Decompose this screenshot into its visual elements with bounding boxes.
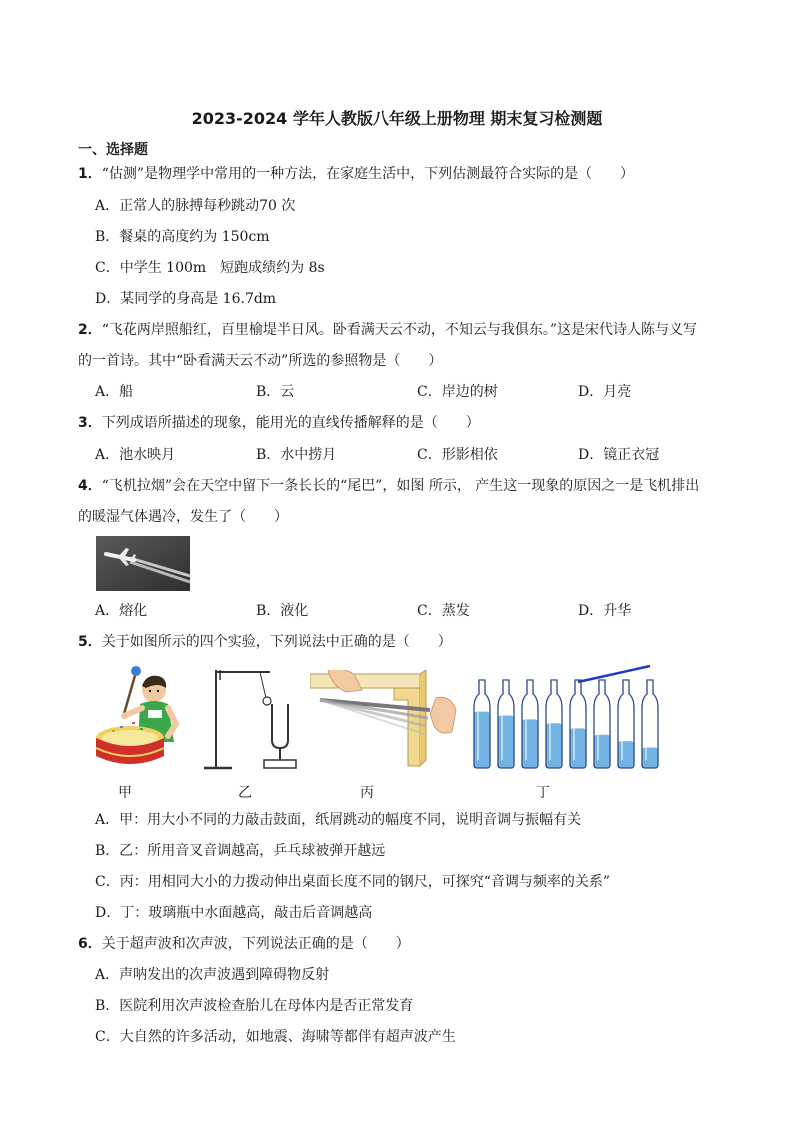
option-a: A．池水映月 <box>95 447 176 463</box>
ruler-experiment-illustration <box>310 670 460 770</box>
bottle <box>618 680 634 768</box>
question-stem: “飞机拉烟”会在天空中留下一条长长的“尾巴”，如图 所示， 产生这一现象的原因之一是飞机排出 <box>101 478 700 494</box>
question-number: 6． <box>78 936 102 952</box>
question-stem: 关于如图所示的四个实验，下列说法中正确的是（ ） <box>101 634 452 650</box>
option-d: D．某同学的身高是 16.7dm <box>95 291 277 307</box>
question-5 <box>78 632 452 652</box>
option-d: D．升华 <box>578 603 632 619</box>
bottle <box>474 680 490 768</box>
option-a: A．正常人的脉搏每秒跳动70 次 <box>95 198 296 214</box>
option-b: B．乙：所用音叉音调越高，乒乓球被弹开越远 <box>95 843 386 859</box>
airplane-contrail-photo <box>96 536 190 591</box>
question-number: 2． <box>78 322 102 338</box>
question-1 <box>78 164 634 184</box>
page-title: 2023-2024 学年人教版八年级上册物理 期末复习检测题 <box>191 109 603 128</box>
bottles-experiment-illustration <box>468 660 664 772</box>
question-stem: “估测”是物理学中常用的一种方法，在家庭生活中，下列估测最符合实际的是（ ） <box>101 166 635 182</box>
question-6 <box>78 934 410 954</box>
tuning-fork-experiment-illustration <box>200 664 310 772</box>
question-number: 4． <box>78 478 102 494</box>
option-b: B．餐桌的高度约为 150cm <box>95 229 270 245</box>
question-2 <box>78 320 697 340</box>
bottle <box>594 680 610 768</box>
option-b: B．云 <box>256 384 295 400</box>
option-d: D．镜正衣冠 <box>578 447 660 463</box>
option-a: A．船 <box>95 384 134 400</box>
question-stem-line2: 的暖湿气体遇冷，发生了（ ） <box>78 509 288 525</box>
option-b: B．水中捞月 <box>256 447 337 463</box>
figure-caption-bing: 丙 <box>360 785 374 801</box>
bottle <box>570 680 586 768</box>
option-c: C．蒸发 <box>417 603 470 619</box>
option-a: A．声呐发出的次声波遇到障碍物反射 <box>95 967 330 983</box>
figure-caption-ding: 丁 <box>536 785 550 801</box>
option-d: D．丁：玻璃瓶中水面越高，敲击后音调越高 <box>95 905 373 921</box>
drum-experiment-illustration <box>94 664 196 770</box>
option-c: C．岸边的树 <box>417 384 498 400</box>
bottle <box>642 680 658 768</box>
section-heading: 一、选择题 <box>78 142 148 158</box>
bottle <box>522 680 538 768</box>
option-b: B．医院利用次声波检查胎儿在母体内是否正常发育 <box>95 998 414 1014</box>
option-c: C．大自然的许多活动，如地震、海啸等都伴有超声波产生 <box>95 1029 456 1045</box>
option-b: B．液化 <box>256 603 309 619</box>
question-3 <box>78 413 480 433</box>
bottle <box>498 680 514 768</box>
option-c: C．形影相依 <box>417 447 498 463</box>
figure-caption-yi: 乙 <box>238 785 252 801</box>
question-number: 3． <box>78 415 102 431</box>
question-stem: “飞花两岸照船红，百里榆堤半日风。卧看满天云不动，不知云与我俱东。”这是宋代诗人陈与义写 <box>101 322 698 338</box>
question-number: 5． <box>78 634 102 650</box>
bottle <box>546 680 562 768</box>
option-a: A．熔化 <box>95 603 148 619</box>
option-c: C．丙：用相同大小的力拨动伸出桌面长度不同的钢尺，可探究“音调与频率的关系” <box>95 874 611 890</box>
option-c: C．中学生 100m 短跑成绩约为 8s <box>95 260 325 276</box>
option-a: A．甲：用大小不同的力敲击鼓面，纸屑跳动的幅度不同，说明音调与振幅有关 <box>95 812 582 828</box>
question-stem-line2: 的一首诗。其中“卧看满天云不动”所选的参照物是（ ） <box>78 353 443 369</box>
question-stem: 关于超声波和次声波，下列说法正确的是（ ） <box>101 936 410 952</box>
option-d: D．月亮 <box>578 384 632 400</box>
question-4 <box>78 476 699 496</box>
figure-caption-jia: 甲 <box>118 785 132 801</box>
question-stem: 下列成语所描述的现象，能用光的直线传播解释的是（ ） <box>101 415 480 431</box>
question-number: 1． <box>78 166 102 182</box>
